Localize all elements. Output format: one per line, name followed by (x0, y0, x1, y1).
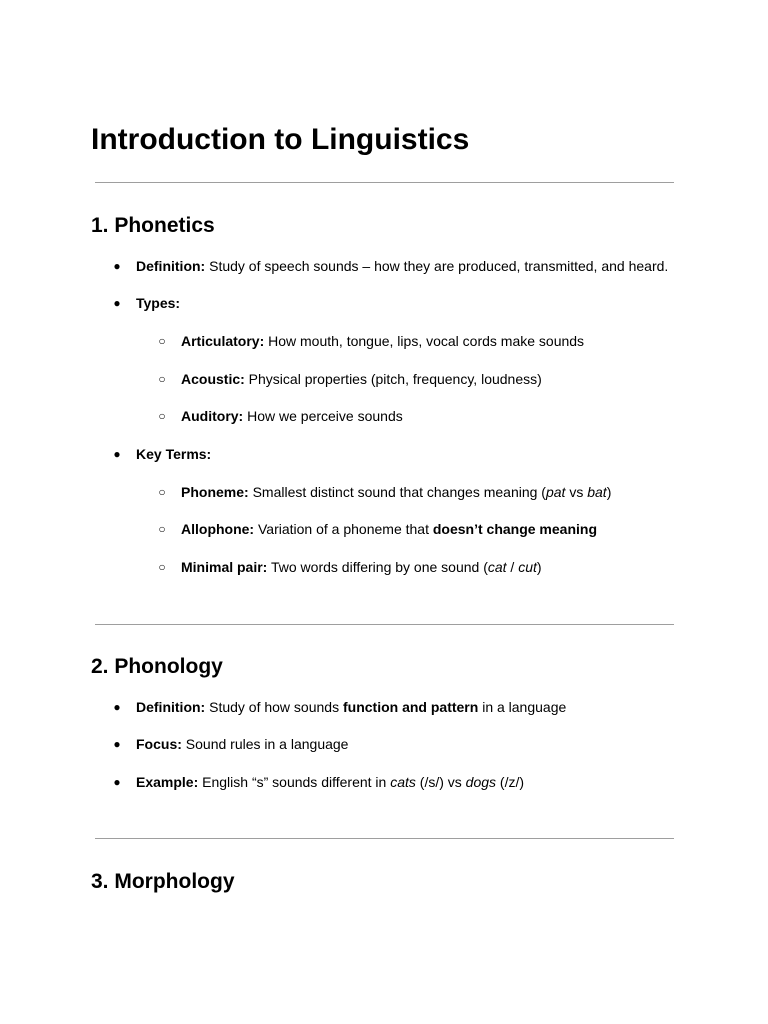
item-label: Definition: (136, 699, 206, 715)
example-word: bat (587, 484, 607, 500)
bullet-icon: ● (113, 296, 121, 310)
divider (95, 182, 674, 183)
circle-bullet-icon: ○ (158, 560, 166, 574)
item-text: Variation of a phoneme that (254, 521, 433, 537)
example-word: cut (518, 559, 537, 575)
item-label: Focus: (136, 736, 182, 752)
example-word: dogs (465, 774, 497, 790)
item-text: Study of speech sounds – how they are produced, transmitted, and heard. (205, 258, 669, 274)
item-text: / (506, 559, 519, 575)
item-label: Auditory: (181, 408, 244, 424)
item-text: in a language (478, 699, 567, 715)
example-word: cat (487, 559, 507, 575)
divider (95, 624, 674, 625)
item-label: Articulatory: (181, 333, 265, 349)
item-text: vs (565, 484, 588, 500)
item-text: How we perceive sounds (243, 408, 403, 424)
list-item-types (113, 293, 181, 313)
item-text: English “s” sounds different in (198, 774, 391, 790)
example-word: pat (545, 484, 566, 500)
item-text: Two words differing by one sound ( (267, 559, 488, 575)
item-text: ) (606, 484, 612, 500)
document-title: Introduction to Linguistics (91, 123, 470, 156)
example-word: cats (390, 774, 416, 790)
list-item-definition (113, 256, 669, 276)
sub-item-acoustic (158, 369, 542, 389)
divider (95, 838, 674, 839)
item-label: Acoustic: (181, 371, 245, 387)
bullet-icon: ● (113, 447, 121, 461)
item-text: Physical properties (pitch, frequency, loudness) (244, 371, 542, 387)
list-item-key-terms (113, 444, 212, 464)
section-heading-phonology: 2. Phonology (91, 655, 223, 678)
list-item-definition (113, 697, 567, 717)
circle-bullet-icon: ○ (158, 485, 166, 499)
item-label: Allophone: (181, 521, 255, 537)
item-label: Key Terms: (136, 446, 212, 462)
item-text: (/s/) vs (415, 774, 466, 790)
item-label: Phoneme: (181, 484, 249, 500)
item-text: Study of how sounds (205, 699, 343, 715)
item-label: Types: (136, 295, 181, 311)
bullet-icon: ● (113, 737, 121, 751)
bullet-icon: ● (113, 259, 121, 273)
emphasis-text: doesn’t change meaning (432, 521, 597, 537)
item-label: Minimal pair: (181, 559, 268, 575)
item-label: Example: (136, 774, 199, 790)
circle-bullet-icon: ○ (158, 334, 166, 348)
bullet-icon: ● (113, 775, 121, 789)
sub-item-allophone (158, 519, 597, 539)
list-item-focus (113, 734, 349, 754)
circle-bullet-icon: ○ (158, 409, 166, 423)
emphasis-text: function and pattern (342, 699, 479, 715)
item-text: (/z/) (496, 774, 525, 790)
sub-item-minimal-pair (158, 557, 542, 577)
sub-item-articulatory (158, 331, 585, 351)
sub-item-phoneme (158, 482, 612, 502)
list-item-example (113, 772, 525, 792)
bullet-icon: ● (113, 700, 121, 714)
sub-item-auditory (158, 406, 403, 426)
item-text: ) (536, 559, 542, 575)
item-text: Smallest distinct sound that changes meaning ( (248, 484, 546, 500)
section-heading-morphology: 3. Morphology (91, 870, 235, 893)
circle-bullet-icon: ○ (158, 372, 166, 386)
item-text: How mouth, tongue, lips, vocal cords make sounds (264, 333, 585, 349)
item-label: Definition: (136, 258, 206, 274)
section-heading-phonetics: 1. Phonetics (91, 214, 215, 237)
item-text: Sound rules in a language (181, 736, 349, 752)
circle-bullet-icon: ○ (158, 522, 166, 536)
